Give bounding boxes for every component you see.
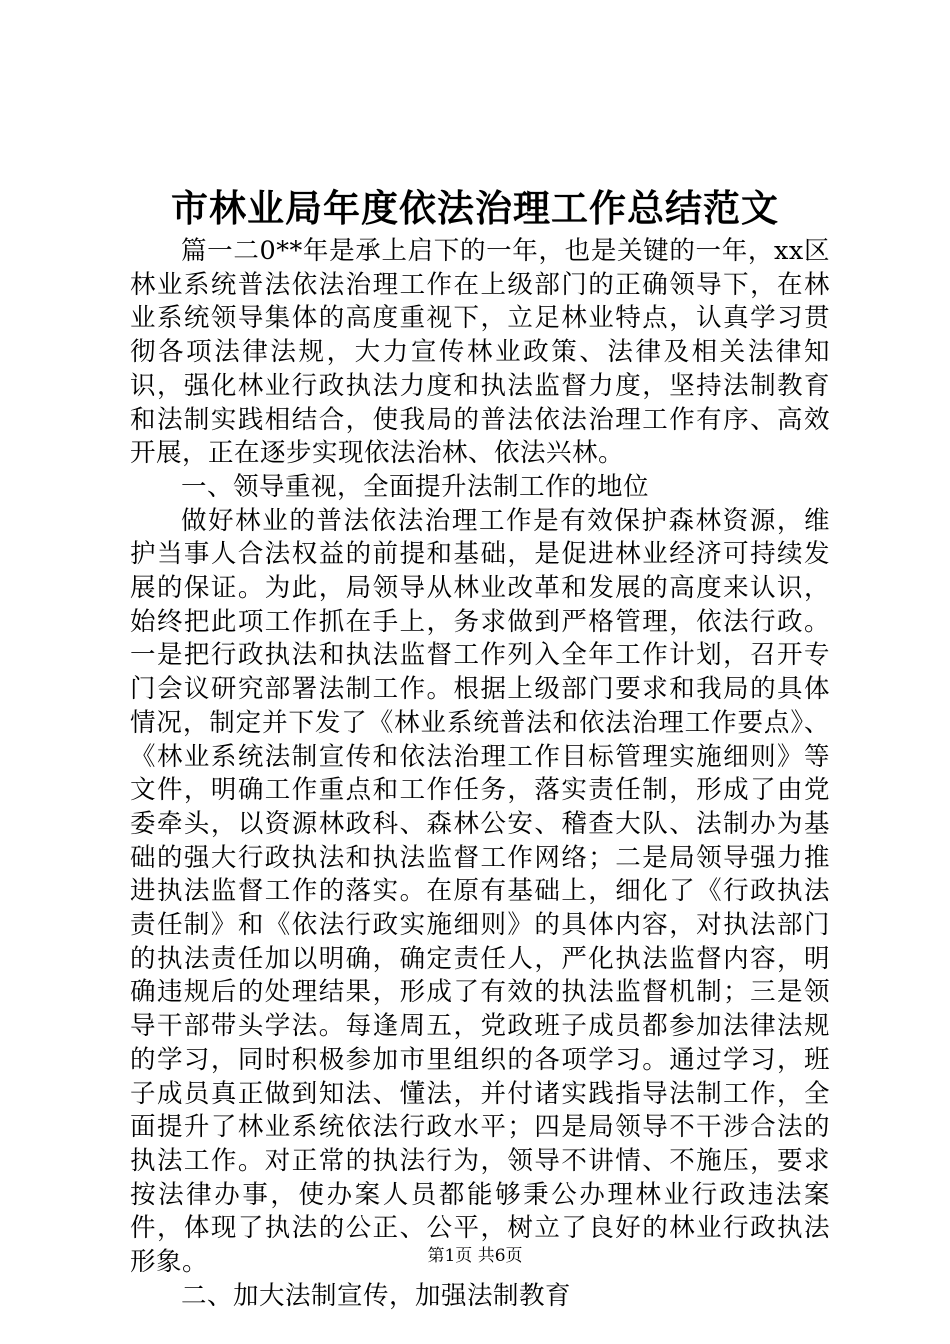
document-title: 市林业局年度依法治理工作总结范文 <box>171 186 779 230</box>
section-1-paragraph: 做好林业的普法依法治理工作是有效保护森林资源，维护当事人合法权益的前提和基础，是促进林业经济可持续发展的保证。为此，局领导从林业改革和发展的高度来认识，始终把此项工作抓在手上，务求做到严格管理，依法行政。一是把行政执法和执法监督工作列入全年工作计划，召开专门会议研究部署法制工作。根据上级部门要求和我局的具体情况，制定并下发了《林业系统普法和依法治理工作要点》、《林业系统法制宣传和依法治理工作目标管理实施细则》等文件，明确工作重点和工作任务，落实责任制，形成了由党委牵头，以资源林政科、森林公安、稽查大队、法制办为基础的强大行政执法和执法监督工作网络；二是局领导强力推进执法监督工作的落实。在原有基础上，细化了《行政执法责任制》和《依法行政实施细则》的具体内容，对执法部门的执法责任加以明确，确定责任人，严化执法监督内容，明确违规后的处理结果，形成了有效的执法监督机制；三是领导干部带头学法。每逢周五，党政班子成员都参加法律法规的学习，同时积极参加市里组织的各项学习。通过学习，班子成员真正做到知法、懂法，并付诸实践指导法制工作，全面提升了林业系统依法行政水平；四是局领导不干涉合法的执法工作。对正常的执法行为，领导不讲情、不施压，要求按法律办事，使办案人员都能够秉公办理林业行政违法案件，体现了执法的公正、公平，树立了良好的林业行政执法形象。 <box>130 505 830 1278</box>
page-number-footer: 第1页 共6页 <box>427 1246 523 1266</box>
section-heading-1: 一、领导重视，全面提升法制工作的地位 <box>181 471 650 502</box>
section-heading-2: 二、加大法制宣传，加强法制教育 <box>181 1280 572 1311</box>
document-body <box>130 235 830 1314</box>
intro-paragraph: 篇一二0**年是承上启下的一年，也是关键的一年，xx区林业系统普法依法治理工作在上级部门的正确领导下，在林业系统领导集体的高度重视下，立足林业特点，认真学习贯彻各项法律法规，大力宣传林业政策、法律及相关法律知识，强化林业行政执法力度和执法监督力度，坚持法制教育和法制实践相结合，使我局的普法依法治理工作有序、高效开展，正在逐步实现依法治林、依法兴林。 <box>130 236 830 469</box>
